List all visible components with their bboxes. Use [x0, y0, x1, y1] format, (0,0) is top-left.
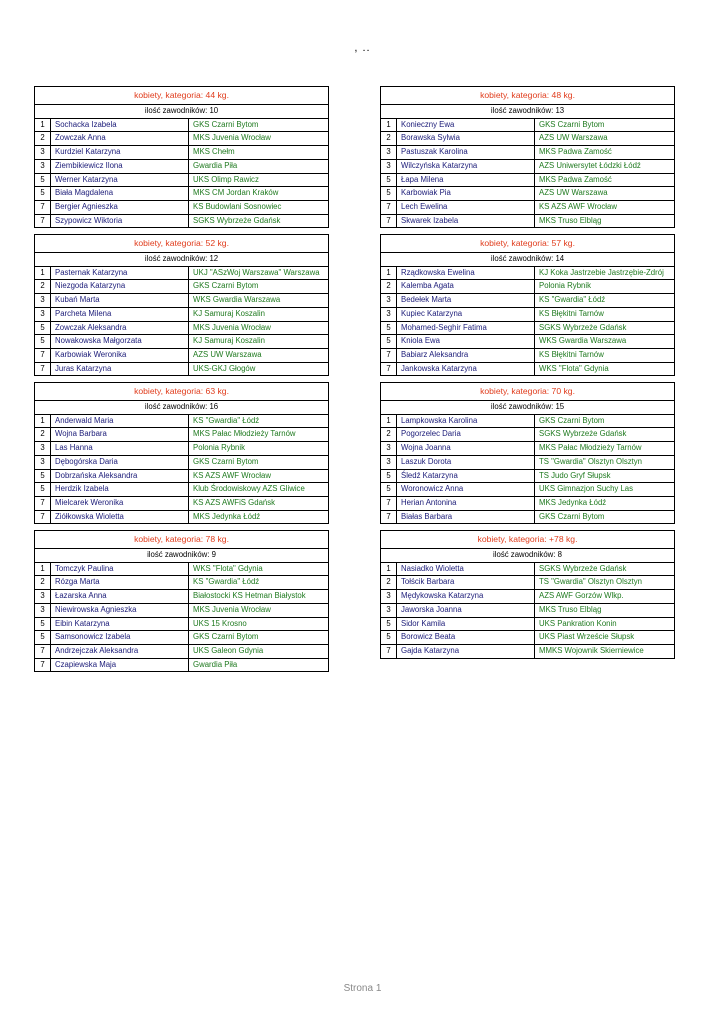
- club-name: WKS "Flota" Gdynia: [189, 562, 329, 576]
- place-cell: 3: [35, 146, 51, 160]
- competitor-name: Samsonowicz Izabela: [51, 631, 189, 645]
- competitor-name: Woronowicz Anna: [397, 483, 535, 497]
- competitor-name: Laszuk Dorota: [397, 455, 535, 469]
- table-row: [35, 132, 329, 146]
- club-name: GKS Czarni Bytom: [189, 118, 329, 132]
- competitor-count: ilość zawodników: 16: [35, 401, 329, 415]
- competitor-name: Jaworska Joanna: [397, 603, 535, 617]
- competitor-name: Bergier Agnieszka: [51, 200, 189, 214]
- place-cell: 7: [35, 658, 51, 672]
- table-row: [381, 617, 675, 631]
- competitor-name: Niezgoda Katarzyna: [51, 280, 189, 294]
- competitor-name: Zowczak Anna: [51, 132, 189, 146]
- place-cell: 3: [35, 603, 51, 617]
- competitor-name: Karbowiak Pia: [397, 187, 535, 201]
- club-name: UKS Piast Wrzeście Słupsk: [535, 631, 675, 645]
- table-row: [35, 187, 329, 201]
- competitor-count: ilość zawodników: 15: [381, 401, 675, 415]
- club-name: MKS Juvenia Wrocław: [189, 603, 329, 617]
- table-row: [35, 348, 329, 362]
- place-cell: 7: [35, 348, 51, 362]
- club-name: MKS Pałac Młodzieży Tarnów: [535, 442, 675, 456]
- place-cell: 1: [381, 414, 397, 428]
- place-cell: 5: [381, 187, 397, 201]
- club-name: MKS Juvenia Wrocław: [189, 132, 329, 146]
- place-cell: 2: [381, 132, 397, 146]
- competitor-name: Borowicz Beata: [397, 631, 535, 645]
- table-row: [381, 483, 675, 497]
- club-name: AZS AWF Gorzów Wlkp.: [535, 590, 675, 604]
- place-cell: 5: [35, 173, 51, 187]
- club-name: MKS Padwa Zamość: [535, 146, 675, 160]
- club-name: KS "Gwardia" Łódź: [189, 414, 329, 428]
- place-cell: 3: [381, 294, 397, 308]
- table-row: [35, 146, 329, 160]
- club-name: Polonia Rybnik: [189, 442, 329, 456]
- place-cell: 5: [35, 469, 51, 483]
- club-name: GKS Czarni Bytom: [189, 280, 329, 294]
- place-cell: 7: [381, 644, 397, 658]
- category-title: kobiety, kategoria: 63 kg.: [35, 383, 329, 401]
- place-cell: 1: [381, 562, 397, 576]
- competitor-name: Sidor Kamila: [397, 617, 535, 631]
- table-row: [35, 307, 329, 321]
- competitor-name: Łazarska Anna: [51, 590, 189, 604]
- competitor-name: Wojna Barbara: [51, 428, 189, 442]
- club-name: Polonia Rybnik: [535, 280, 675, 294]
- place-cell: 2: [381, 280, 397, 294]
- place-cell: 2: [35, 428, 51, 442]
- competitor-name: Werner Katarzyna: [51, 173, 189, 187]
- place-cell: 7: [35, 496, 51, 510]
- table-row: [35, 617, 329, 631]
- competitor-name: Las Hanna: [51, 442, 189, 456]
- competitor-count: ilość zawodników: 10: [35, 105, 329, 119]
- table-row: [35, 118, 329, 132]
- table-row: [381, 280, 675, 294]
- category-title: kobiety, kategoria: 44 kg.: [35, 87, 329, 105]
- table-row: [35, 644, 329, 658]
- table-row: [381, 442, 675, 456]
- competitor-name: Łapa Milena: [397, 173, 535, 187]
- club-name: GKS Czarni Bytom: [535, 118, 675, 132]
- club-name: MMKS Wojownik Skierniewice: [535, 644, 675, 658]
- competitor-name: Tołścik Barbara: [397, 576, 535, 590]
- table-row: [381, 187, 675, 201]
- place-cell: 3: [35, 590, 51, 604]
- club-name: MKS Jedynka Łódź: [189, 510, 329, 524]
- club-name: AZS Uniwersytet Łódzki Łódź: [535, 159, 675, 173]
- club-name: AZS UW Warszawa: [535, 132, 675, 146]
- competitor-name: Nowakowska Małgorzata: [51, 335, 189, 349]
- place-cell: 2: [35, 280, 51, 294]
- competitor-name: Biała Magdalena: [51, 187, 189, 201]
- competitor-name: Niewirowska Agnieszka: [51, 603, 189, 617]
- place-cell: 3: [381, 590, 397, 604]
- club-name: SGKS Wybrzeże Gdańsk: [535, 562, 675, 576]
- table-row: [381, 590, 675, 604]
- club-name: GKS Czarni Bytom: [535, 510, 675, 524]
- place-cell: 1: [35, 118, 51, 132]
- club-name: MKS Truso Elbląg: [535, 214, 675, 228]
- table-row: [35, 414, 329, 428]
- category-title: kobiety, kategoria: 70 kg.: [381, 383, 675, 401]
- competitor-name: Parcheta Milena: [51, 307, 189, 321]
- place-cell: 7: [35, 200, 51, 214]
- table-row: [35, 335, 329, 349]
- table-row: [381, 644, 675, 658]
- table-row: [381, 173, 675, 187]
- club-name: MKS Truso Elbląg: [535, 603, 675, 617]
- competitor-count: ilość zawodników: 13: [381, 105, 675, 119]
- club-name: UKS Olimp Rawicz: [189, 173, 329, 187]
- club-name: KS Błękitni Tarnów: [535, 348, 675, 362]
- table-row: [35, 362, 329, 376]
- club-name: MKS Jedynka Łódź: [535, 496, 675, 510]
- results-table: [380, 530, 675, 659]
- competitor-name: Kupiec Katarzyna: [397, 307, 535, 321]
- competitor-name: Andrzejczak Aleksandra: [51, 644, 189, 658]
- table-row: [381, 200, 675, 214]
- table-row: [35, 159, 329, 173]
- table-row: [381, 118, 675, 132]
- place-cell: 7: [381, 348, 397, 362]
- place-cell: 5: [35, 617, 51, 631]
- table-row: [381, 146, 675, 160]
- competitor-name: Borawska Sylwia: [397, 132, 535, 146]
- competitor-name: Mielcarek Weronika: [51, 496, 189, 510]
- club-name: MKS Padwa Zamość: [535, 173, 675, 187]
- table-row: [381, 132, 675, 146]
- competitor-name: Ziółkowska Wioletta: [51, 510, 189, 524]
- competitor-name: Herdzik Izabela: [51, 483, 189, 497]
- table-row: [35, 294, 329, 308]
- competitor-name: Bedełek Marta: [397, 294, 535, 308]
- place-cell: 5: [381, 617, 397, 631]
- competitor-name: Pogorzelec Daria: [397, 428, 535, 442]
- table-row: [381, 348, 675, 362]
- place-cell: 3: [381, 159, 397, 173]
- competitor-name: Białas Barbara: [397, 510, 535, 524]
- place-cell: 1: [381, 266, 397, 280]
- place-cell: 3: [35, 442, 51, 456]
- table-row: [35, 590, 329, 604]
- table-row: [381, 603, 675, 617]
- competitor-name: Skwarek Izabela: [397, 214, 535, 228]
- club-name: KS Budowlani Sosnowiec: [189, 200, 329, 214]
- place-cell: 5: [381, 321, 397, 335]
- competitor-name: Tomczyk Paulina: [51, 562, 189, 576]
- competitor-name: Kniola Ewa: [397, 335, 535, 349]
- place-cell: 1: [35, 266, 51, 280]
- club-name: Gwardia Piła: [189, 658, 329, 672]
- place-cell: 5: [35, 631, 51, 645]
- table-row: [381, 321, 675, 335]
- place-cell: 2: [381, 428, 397, 442]
- category-title: kobiety, kategoria: 48 kg.: [381, 87, 675, 105]
- club-name: WKS "Flota" Gdynia: [535, 362, 675, 376]
- competitor-name: Lampkowska Karolina: [397, 414, 535, 428]
- table-row: [35, 510, 329, 524]
- table-row: [381, 266, 675, 280]
- competitor-name: Jankowska Katarzyna: [397, 362, 535, 376]
- table-row: [381, 362, 675, 376]
- club-name: KS "Gwardia" Łódź: [535, 294, 675, 308]
- club-name: MKS Chełm: [189, 146, 329, 160]
- place-cell: 3: [35, 455, 51, 469]
- club-name: KS AZS AWF Wrocław: [189, 469, 329, 483]
- table-row: [35, 214, 329, 228]
- place-cell: 3: [381, 455, 397, 469]
- competitor-name: Nasiadko Wioletta: [397, 562, 535, 576]
- club-name: SGKS Wybrzeże Gdańsk: [535, 428, 675, 442]
- club-name: UKS-GKJ Głogów: [189, 362, 329, 376]
- competitor-name: Anderwald Maria: [51, 414, 189, 428]
- place-cell: 3: [381, 603, 397, 617]
- competitor-name: Mędykowska Katarzyna: [397, 590, 535, 604]
- place-cell: 7: [35, 214, 51, 228]
- competitor-name: Ziembikiewicz Ilona: [51, 159, 189, 173]
- club-name: GKS Czarni Bytom: [535, 414, 675, 428]
- club-name: KS Błękitni Tarnów: [535, 307, 675, 321]
- table-row: [35, 496, 329, 510]
- club-name: KJ Samuraj Koszalin: [189, 307, 329, 321]
- club-name: WKS Gwardia Warszawa: [189, 294, 329, 308]
- club-name: AZS UW Warszawa: [189, 348, 329, 362]
- table-row: [35, 321, 329, 335]
- table-row: [35, 200, 329, 214]
- table-row: [381, 159, 675, 173]
- club-name: GKS Czarni Bytom: [189, 631, 329, 645]
- table-row: [381, 469, 675, 483]
- table-row: [35, 562, 329, 576]
- place-cell: 3: [35, 159, 51, 173]
- club-name: UKS 15 Krosno: [189, 617, 329, 631]
- category-title: kobiety, kategoria: 78 kg.: [35, 531, 329, 549]
- category-title: kobiety, kategoria: 57 kg.: [381, 235, 675, 253]
- table-row: [381, 576, 675, 590]
- results-table: [380, 86, 675, 228]
- competitor-name: Pastuszak Karolina: [397, 146, 535, 160]
- results-table: [34, 234, 329, 376]
- competitor-name: Juras Katarzyna: [51, 362, 189, 376]
- club-name: TS "Gwardia" Olsztyn Olsztyn: [535, 576, 675, 590]
- club-name: WKS Gwardia Warszawa: [535, 335, 675, 349]
- table-row: [35, 442, 329, 456]
- place-cell: 7: [381, 510, 397, 524]
- club-name: Gwardia Piła: [189, 159, 329, 173]
- table-row: [35, 428, 329, 442]
- competitor-name: Mohamed-Seghir Fatima: [397, 321, 535, 335]
- competitor-name: Eibin Katarzyna: [51, 617, 189, 631]
- competitor-name: Dobrzańska Aleksandra: [51, 469, 189, 483]
- table-row: [35, 483, 329, 497]
- club-name: GKS Czarni Bytom: [189, 455, 329, 469]
- club-name: UKS Galeon Gdynia: [189, 644, 329, 658]
- competitor-name: Gajda Katarzyna: [397, 644, 535, 658]
- place-cell: 7: [381, 496, 397, 510]
- place-cell: 7: [35, 644, 51, 658]
- place-cell: 5: [35, 187, 51, 201]
- competitor-name: Kurdziel Katarzyna: [51, 146, 189, 160]
- table-row: [35, 280, 329, 294]
- place-cell: 3: [35, 307, 51, 321]
- competitor-name: Rózga Marta: [51, 576, 189, 590]
- place-cell: 7: [381, 362, 397, 376]
- place-cell: 3: [381, 146, 397, 160]
- club-name: TS "Gwardia" Olsztyn Olsztyn: [535, 455, 675, 469]
- place-cell: 5: [381, 483, 397, 497]
- place-cell: 3: [35, 294, 51, 308]
- category-title: kobiety, kategoria: +78 kg.: [381, 531, 675, 549]
- table-row: [35, 658, 329, 672]
- competitor-count: ilość zawodników: 12: [35, 253, 329, 267]
- competitor-name: Konieczny Ewa: [397, 118, 535, 132]
- table-row: [381, 455, 675, 469]
- page-footer: Strona 1: [343, 983, 382, 994]
- table-row: [35, 603, 329, 617]
- competitor-name: Rządkowska Ewelina: [397, 266, 535, 280]
- place-cell: 5: [381, 631, 397, 645]
- header-mark: , ..: [354, 42, 371, 54]
- table-row: [35, 266, 329, 280]
- results-table: [34, 382, 329, 524]
- table-row: [381, 294, 675, 308]
- place-cell: 7: [381, 200, 397, 214]
- competitor-count: ilość zawodników: 14: [381, 253, 675, 267]
- table-row: [35, 631, 329, 645]
- results-table: [34, 530, 329, 672]
- competitor-name: Szypowicz Wiktoria: [51, 214, 189, 228]
- table-row: [381, 428, 675, 442]
- club-name: KS AZS AWFiS Gdańsk: [189, 496, 329, 510]
- table-row: [381, 335, 675, 349]
- competitor-count: ilość zawodników: 8: [381, 549, 675, 563]
- table-row: [381, 414, 675, 428]
- place-cell: 3: [381, 307, 397, 321]
- results-table: [380, 382, 675, 524]
- club-name: Białostocki KS Hetman Białystok: [189, 590, 329, 604]
- competitor-name: Sochacka Izabela: [51, 118, 189, 132]
- club-name: Klub Środowiskowy AZS Gliwice: [189, 483, 329, 497]
- club-name: KS "Gwardia" Łódź: [189, 576, 329, 590]
- place-cell: 5: [381, 173, 397, 187]
- competitor-name: Babiarz Aleksandra: [397, 348, 535, 362]
- place-cell: 5: [35, 321, 51, 335]
- place-cell: 7: [35, 510, 51, 524]
- place-cell: 2: [381, 576, 397, 590]
- competitor-name: Herian Antonina: [397, 496, 535, 510]
- competitor-count: ilość zawodników: 9: [35, 549, 329, 563]
- place-cell: 2: [35, 576, 51, 590]
- place-cell: 2: [35, 132, 51, 146]
- club-name: SGKS Wybrzeże Gdańsk: [535, 321, 675, 335]
- place-cell: 3: [381, 442, 397, 456]
- results-table: [380, 234, 675, 376]
- place-cell: 5: [381, 335, 397, 349]
- competitor-name: Kubań Marta: [51, 294, 189, 308]
- category-title: kobiety, kategoria: 52 kg.: [35, 235, 329, 253]
- table-row: [381, 307, 675, 321]
- table-row: [35, 576, 329, 590]
- competitor-name: Lech Ewelina: [397, 200, 535, 214]
- table-row: [35, 455, 329, 469]
- results-table: [34, 86, 329, 228]
- competitor-name: Zowczak Aleksandra: [51, 321, 189, 335]
- club-name: SGKS Wybrzeże Gdańsk: [189, 214, 329, 228]
- table-row: [35, 469, 329, 483]
- club-name: KJ Samuraj Koszalin: [189, 335, 329, 349]
- place-cell: 1: [381, 118, 397, 132]
- place-cell: 5: [35, 335, 51, 349]
- competitor-name: Kalemba Agata: [397, 280, 535, 294]
- table-row: [35, 173, 329, 187]
- club-name: UKS Pankration Konin: [535, 617, 675, 631]
- place-cell: 7: [35, 362, 51, 376]
- place-cell: 7: [381, 214, 397, 228]
- club-name: AZS UW Warszawa: [535, 187, 675, 201]
- table-row: [381, 214, 675, 228]
- place-cell: 5: [35, 483, 51, 497]
- club-name: TS Judo Gryf Słupsk: [535, 469, 675, 483]
- competitor-name: Śledź Katarzyna: [397, 469, 535, 483]
- competitor-name: Wojna Joanna: [397, 442, 535, 456]
- club-name: MKS Pałac Młodzieży Tarnów: [189, 428, 329, 442]
- club-name: MKS Juvenia Wrocław: [189, 321, 329, 335]
- table-row: [381, 631, 675, 645]
- table-row: [381, 496, 675, 510]
- competitor-name: Karbowiak Weronika: [51, 348, 189, 362]
- club-name: MKS CM Jordan Kraków: [189, 187, 329, 201]
- competitor-name: Czapiewska Maja: [51, 658, 189, 672]
- club-name: UKJ "ASzWoj Warszawa" Warszawa: [189, 266, 329, 280]
- competitor-name: Dębogórska Daria: [51, 455, 189, 469]
- place-cell: 1: [35, 562, 51, 576]
- club-name: UKS Gimnazjon Suchy Las: [535, 483, 675, 497]
- competitor-name: Pasternak Katarzyna: [51, 266, 189, 280]
- place-cell: 1: [35, 414, 51, 428]
- club-name: KJ Koka Jastrzebie Jastrzębie-Zdrój: [535, 266, 675, 280]
- competitor-name: Wilczyńska Katarzyna: [397, 159, 535, 173]
- place-cell: 5: [381, 469, 397, 483]
- table-row: [381, 510, 675, 524]
- table-row: [381, 562, 675, 576]
- club-name: KS AZS AWF Wrocław: [535, 200, 675, 214]
